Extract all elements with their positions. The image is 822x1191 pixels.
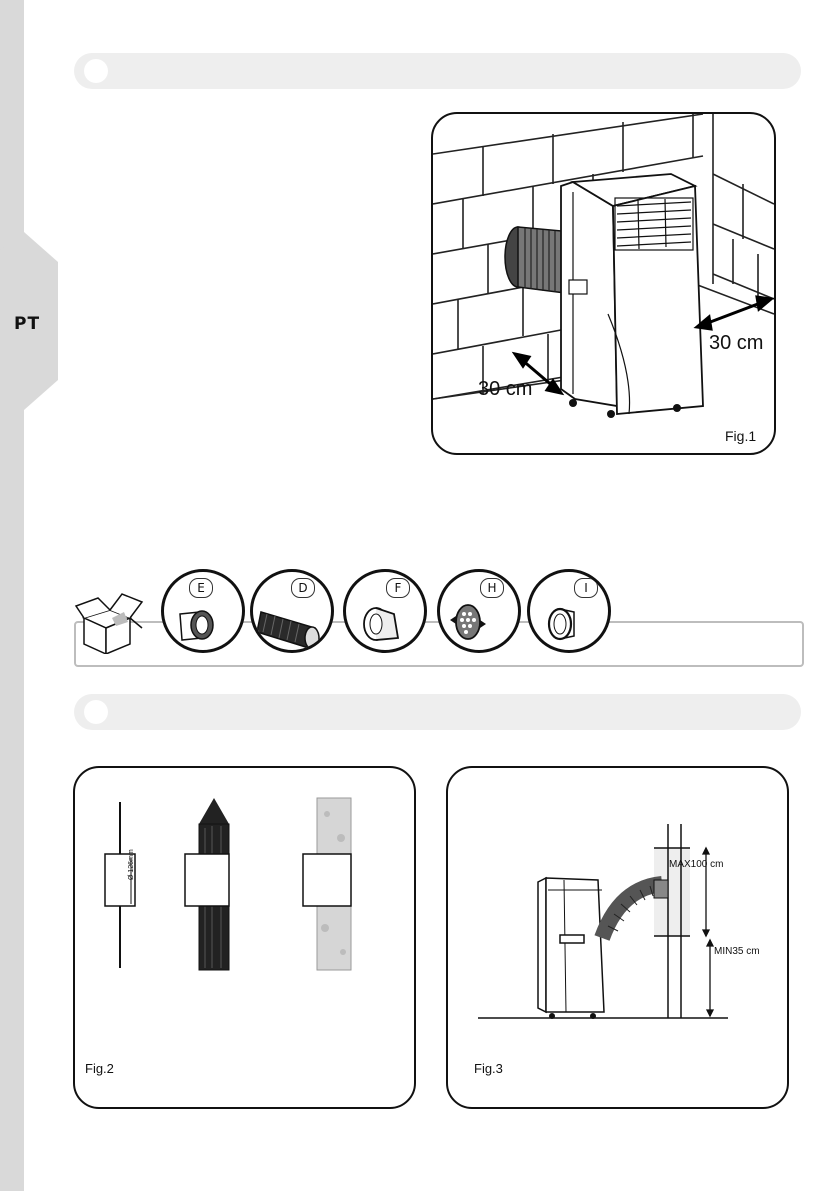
package-box-icon	[72, 588, 146, 654]
grille-cover-icon	[440, 572, 518, 650]
figure-1-panel	[431, 112, 776, 455]
figure-3-panel	[446, 766, 789, 1109]
figure-3-illustration	[448, 768, 787, 1107]
accessory-letter: E	[189, 578, 213, 598]
section-bullet	[84, 700, 108, 724]
figure-2-panel	[73, 766, 416, 1109]
language-label: PT	[14, 314, 41, 334]
accessory-i	[527, 569, 611, 653]
accessory-letter: F	[386, 578, 410, 598]
accessory-letter: H	[480, 578, 504, 598]
figure-3-label: Fig.3	[474, 1061, 503, 1076]
figure-1-illustration	[433, 114, 774, 453]
max-height-label: MAX100 cm	[669, 859, 724, 870]
elbow-nozzle-icon	[346, 572, 424, 650]
clearance-left-label: 30 cm	[478, 378, 533, 400]
figure-2-illustration	[75, 768, 414, 1107]
accessory-letter: I	[574, 578, 598, 598]
accessory-letter: D	[291, 578, 315, 598]
accessory-d	[250, 569, 334, 653]
accessory-e	[161, 569, 245, 653]
accessory-h	[437, 569, 521, 653]
clearance-right-label: 30 cm	[709, 332, 764, 354]
accessory-f	[343, 569, 427, 653]
figure-2-label: Fig.2	[85, 1061, 114, 1076]
min-height-label: MIN35 cm	[714, 946, 760, 957]
diameter-label: Ø 126mm	[128, 849, 135, 880]
section-header-bar-2	[74, 694, 801, 730]
figure-1-label: Fig.1	[725, 428, 757, 444]
section-bullet	[84, 59, 108, 83]
section-header-bar-1	[74, 53, 801, 89]
